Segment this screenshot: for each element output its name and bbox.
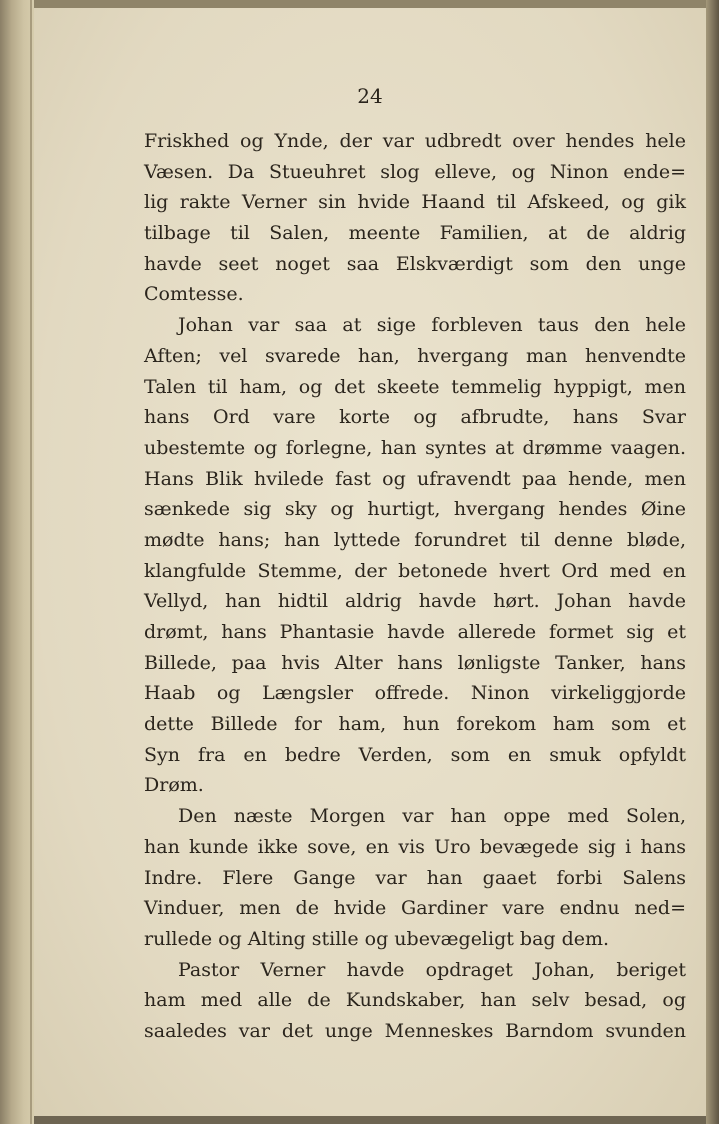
- text-line: dette Billede for ham, hun forekom ham som et: [144, 713, 686, 736]
- text-line: ham med alle de Kundskaber, han selv besad, og: [144, 989, 686, 1012]
- text-line: Aften; vel svarede han, hvergang man henvendte: [144, 344, 686, 367]
- text-line: rullede og Alting stille og ubevægeligt bag dem.: [144, 927, 610, 950]
- text-line: Drøm.: [144, 774, 204, 797]
- text-line: Johan var saa at sige forbleven taus den hele: [178, 314, 686, 337]
- text-line: hans Ord vare korte og afbrudte, hans Svar: [144, 406, 686, 429]
- text-line: mødte hans; han lyttede forundret til denne bløde,: [144, 528, 686, 551]
- text-line: tilbage til Salen, meente Familien, at de aldrig: [144, 222, 686, 245]
- text-line: han kunde ikke sove, en vis Uro bevægede sig i hans: [144, 835, 686, 858]
- page-number: 24: [357, 84, 383, 108]
- text-line: Vinduer, men de hvide Gardiner vare endnu ned=: [144, 897, 686, 920]
- book-right-edge: [706, 0, 719, 1124]
- text-line: lig rakte Verner sin hvide Haand til Afskeed, og gik: [144, 191, 686, 214]
- text-line: drømt, hans Phantasie havde allerede formet sig et: [144, 621, 686, 643]
- text-line: saaledes var det unge Menneskes Barndom svunden: [144, 1019, 686, 1042]
- text-line: Vellyd, han hidtil aldrig havde hørt. Johan havde: [144, 590, 686, 613]
- text-line: ubestemte og forlegne, han syntes at drømme vaagen.: [144, 436, 686, 459]
- text-line: Friskhed og Ynde, der var udbredt over hendes hele: [144, 130, 686, 152]
- text-line: Talen til ham, og det skeete temmelig hyppigt, men: [144, 375, 686, 398]
- text-line: Pastor Verner havde opdraget Johan, beriget: [178, 958, 686, 981]
- text-line: Haab og Længsler offrede. Ninon virkeliggjorde: [144, 682, 686, 705]
- book-page: [34, 8, 706, 1116]
- book-top-edge: [34, 0, 719, 8]
- text-line: Syn fra en bedre Verden, som en smuk opfyldt: [144, 743, 686, 766]
- text-line: sænkede sig sky og hurtigt, hvergang hendes Øine: [144, 498, 686, 521]
- text-line: Den næste Morgen var han oppe med Solen,: [178, 805, 686, 828]
- text-line: Comtesse.: [144, 283, 244, 306]
- text-line: havde seet noget saa Elskværdigt som den unge: [144, 252, 686, 275]
- book-spine: [0, 0, 34, 1124]
- text-line: Væsen. Da Stueuhret slog elleve, og Ninon ende=: [144, 160, 686, 183]
- body-text: [144, 126, 686, 1047]
- text-line: Indre. Flere Gange var han gaaet forbi Salens: [144, 866, 686, 889]
- text-line: Hans Blik hvilede fast og ufravendt paa hende, men: [144, 467, 686, 490]
- text-line: Billede, paa hvis Alter hans lønligste Tanker, hans: [144, 651, 686, 674]
- text-line: klangfulde Stemme, der betonede hvert Ord med en: [144, 559, 686, 582]
